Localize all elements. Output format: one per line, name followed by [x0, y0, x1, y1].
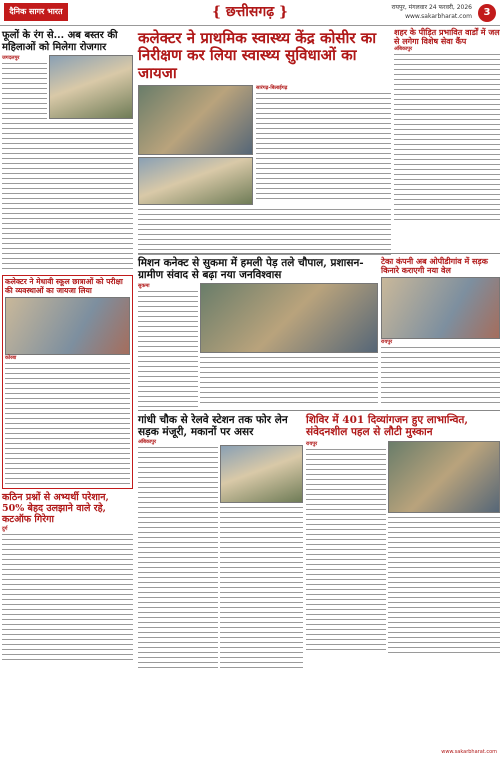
story-byline: रायपुर	[306, 440, 318, 447]
story-photo	[220, 445, 303, 503]
story-headline: कठिन प्रश्नों से अभ्यर्थी परेशान, 50% बेहद उलझाने वाले रहे, कटऑफ गिरेगा	[2, 492, 109, 526]
story-mission-connect	[138, 257, 378, 407]
page-number: 3	[478, 4, 496, 22]
story-headline: गांधी चौक से रेलवे स्टेशन तक फोर लेन सड़क मंजूरी, मकानों पर असर	[138, 414, 288, 439]
story-body	[381, 345, 500, 407]
story-four-lane-road	[138, 414, 303, 670]
divider	[138, 410, 500, 411]
story-body-continued	[2, 121, 133, 271]
story-flowers-employment	[0, 30, 135, 271]
story-body	[306, 447, 386, 652]
lead-headline: कलेक्टर ने प्राथमिक स्वास्थ्य केंद्र कोसीर का निरीक्षण कर लिया स्वास्थ्य सुविधाओं का जायजा	[138, 29, 377, 82]
story-body	[2, 532, 133, 660]
story-byline: जगदलपुर	[2, 55, 20, 61]
story-body	[394, 52, 500, 220]
story-body	[138, 445, 218, 671]
story-photo	[388, 441, 500, 513]
lead-story	[138, 30, 391, 259]
story-difficult-questions	[2, 493, 133, 660]
section-title: { छत्तीसगढ़ }	[211, 4, 289, 20]
story-headline: मिशन कनेक्ट से सुकमा में हमली पेड़ तले चौपाल, प्रशासन-ग्रामीण संवाद से बढ़ा नया जनविश्वास	[138, 257, 364, 282]
page-brand: www.sakarbharat.com	[441, 749, 497, 755]
story-headline: टेका कंपनी अब ओपीडीगांव में सड़क किनारे कराएगी नया वेल	[381, 256, 488, 276]
story-byline: सुकमा	[138, 283, 150, 290]
story-headline: शिविर में 401 दिव्यांगजन हुए लाभान्वित, संवेदनशील पहल से लौटी मुस्कान	[306, 414, 469, 439]
story-photo	[49, 55, 133, 119]
story-body	[5, 361, 130, 486]
right-column	[394, 28, 500, 220]
lead-photo-2	[138, 157, 253, 205]
story-body	[138, 289, 198, 407]
divider	[138, 253, 500, 254]
story-photo	[200, 283, 378, 353]
story-photo	[5, 297, 130, 355]
story-special-camp	[394, 28, 500, 220]
story-byline: अंबिकापुर	[394, 46, 412, 53]
story-body	[2, 61, 47, 119]
story-disability-camp	[306, 414, 500, 670]
story-body-continued	[200, 355, 378, 405]
story-headline: कलेक्टर ने मेधावी स्कूल छात्राओं को परीक्षा की व्यवस्थाओं का जायजा लिया	[5, 277, 123, 295]
masthead-date	[392, 3, 473, 21]
lead-byline: सारंगढ़-बिलाईगढ़	[256, 84, 288, 91]
date-line: रायपुर, मंगलवार 24 फरवरी, 2026	[391, 4, 472, 11]
website-link[interactable]: www.sakarbharat.com	[405, 13, 472, 20]
story-body-continued	[220, 505, 303, 670]
left-column	[0, 28, 135, 757]
lead-photo-1	[138, 85, 253, 155]
story-photo	[381, 277, 500, 339]
story-headline: फूलों के रंग से... अब बस्तर की महिलाओं को मिलेगा रोजगार	[2, 30, 118, 53]
newspaper-logo: दैनिक सागर भारत	[4, 3, 68, 21]
story-byline: कोरबा	[5, 355, 17, 362]
lead-body	[256, 91, 391, 201]
story-byline: रायपुर	[381, 339, 393, 346]
lower-section	[138, 250, 500, 671]
main-column	[138, 28, 391, 259]
story-headline: शहर के पीड़ित प्रभावित वार्डों में जल से लगेगा विशेष सेवा कैंप	[394, 27, 500, 47]
story-byline: दुर्ग	[2, 526, 8, 533]
masthead	[0, 0, 500, 26]
story-collector-exam-inspection	[2, 275, 133, 489]
story-byline: अंबिकापुर	[138, 438, 156, 445]
story-body-continued	[388, 515, 500, 653]
story-teka-company	[381, 257, 500, 407]
